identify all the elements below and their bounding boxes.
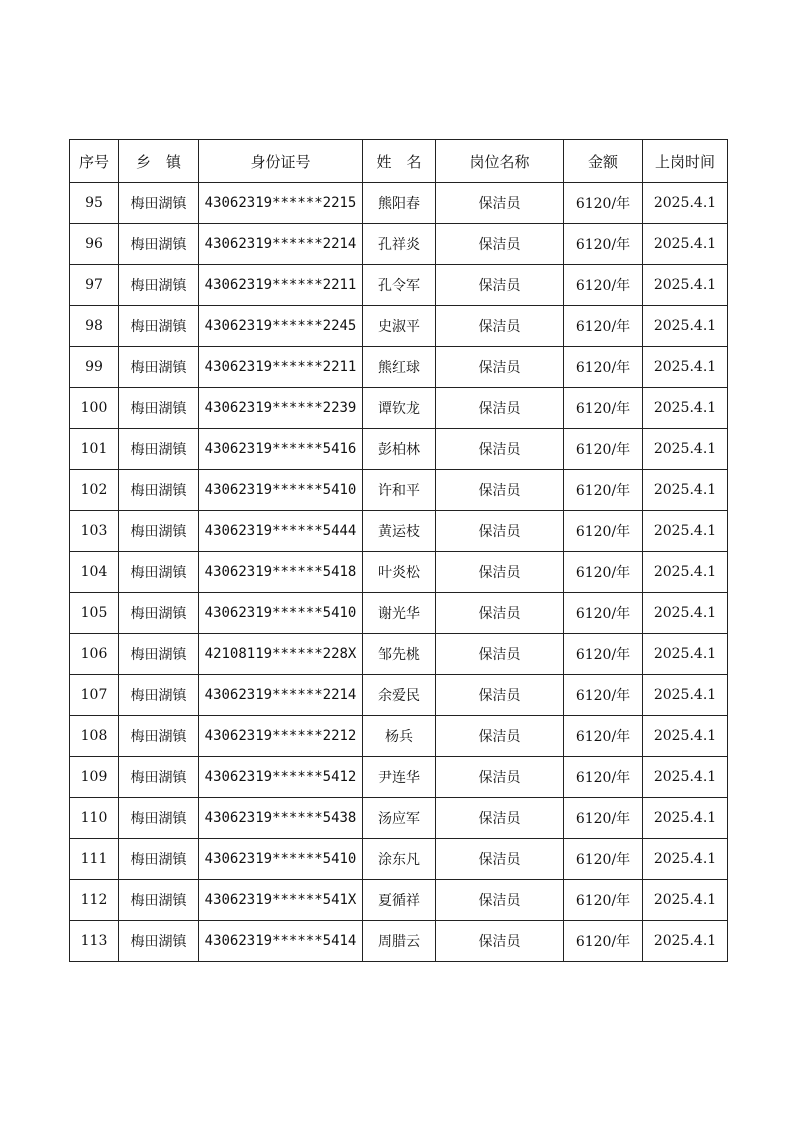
header-position: 岗位名称 bbox=[436, 140, 564, 183]
cell-amount: 6120/年 bbox=[564, 224, 643, 265]
cell-amount: 6120/年 bbox=[564, 921, 643, 962]
cell-amount: 6120/年 bbox=[564, 265, 643, 306]
cell-town: 梅田湖镇 bbox=[119, 429, 199, 470]
table-row bbox=[70, 265, 728, 306]
cell-id-number: 42108119******228X bbox=[199, 634, 363, 675]
cell-id-number: 43062319******2215 bbox=[199, 183, 363, 224]
cell-name: 尹连华 bbox=[363, 757, 436, 798]
cell-position: 保洁员 bbox=[436, 306, 564, 347]
cell-start-date: 2025.4.1 bbox=[643, 634, 728, 675]
cell-amount: 6120/年 bbox=[564, 511, 643, 552]
table-row bbox=[70, 429, 728, 470]
cell-name: 史淑平 bbox=[363, 306, 436, 347]
cell-town: 梅田湖镇 bbox=[119, 675, 199, 716]
cell-town: 梅田湖镇 bbox=[119, 265, 199, 306]
cell-seq: 109 bbox=[70, 757, 119, 798]
cell-amount: 6120/年 bbox=[564, 593, 643, 634]
cell-id-number: 43062319******5444 bbox=[199, 511, 363, 552]
cell-start-date: 2025.4.1 bbox=[643, 306, 728, 347]
cell-seq: 111 bbox=[70, 839, 119, 880]
cell-town: 梅田湖镇 bbox=[119, 552, 199, 593]
table-row bbox=[70, 757, 728, 798]
table-row bbox=[70, 306, 728, 347]
cell-town: 梅田湖镇 bbox=[119, 593, 199, 634]
table-row bbox=[70, 798, 728, 839]
cell-amount: 6120/年 bbox=[564, 388, 643, 429]
cell-seq: 96 bbox=[70, 224, 119, 265]
cell-amount: 6120/年 bbox=[564, 716, 643, 757]
cell-town: 梅田湖镇 bbox=[119, 224, 199, 265]
cell-town: 梅田湖镇 bbox=[119, 921, 199, 962]
cell-position: 保洁员 bbox=[436, 429, 564, 470]
cell-town: 梅田湖镇 bbox=[119, 880, 199, 921]
cell-seq: 95 bbox=[70, 183, 119, 224]
cell-name: 周腊云 bbox=[363, 921, 436, 962]
cell-amount: 6120/年 bbox=[564, 183, 643, 224]
cell-seq: 107 bbox=[70, 675, 119, 716]
header-name: 姓 名 bbox=[363, 140, 436, 183]
cell-seq: 112 bbox=[70, 880, 119, 921]
cell-name: 余爱民 bbox=[363, 675, 436, 716]
header-amount: 金额 bbox=[564, 140, 643, 183]
table-row bbox=[70, 347, 728, 388]
cell-start-date: 2025.4.1 bbox=[643, 347, 728, 388]
cell-name: 熊阳春 bbox=[363, 183, 436, 224]
cell-start-date: 2025.4.1 bbox=[643, 429, 728, 470]
cell-seq: 103 bbox=[70, 511, 119, 552]
cell-position: 保洁员 bbox=[436, 757, 564, 798]
cell-name: 涂东凡 bbox=[363, 839, 436, 880]
table-row bbox=[70, 880, 728, 921]
table-row bbox=[70, 921, 728, 962]
cell-seq: 106 bbox=[70, 634, 119, 675]
cell-position: 保洁员 bbox=[436, 593, 564, 634]
cell-seq: 101 bbox=[70, 429, 119, 470]
cell-town: 梅田湖镇 bbox=[119, 183, 199, 224]
cell-town: 梅田湖镇 bbox=[119, 511, 199, 552]
cell-position: 保洁员 bbox=[436, 798, 564, 839]
cell-id-number: 43062319******5412 bbox=[199, 757, 363, 798]
cell-id-number: 43062319******2211 bbox=[199, 265, 363, 306]
cell-name: 许和平 bbox=[363, 470, 436, 511]
cell-position: 保洁员 bbox=[436, 347, 564, 388]
table-body bbox=[70, 183, 728, 962]
cell-amount: 6120/年 bbox=[564, 798, 643, 839]
cell-town: 梅田湖镇 bbox=[119, 388, 199, 429]
cell-amount: 6120/年 bbox=[564, 634, 643, 675]
cell-start-date: 2025.4.1 bbox=[643, 552, 728, 593]
cell-seq: 99 bbox=[70, 347, 119, 388]
cell-start-date: 2025.4.1 bbox=[643, 183, 728, 224]
cell-seq: 98 bbox=[70, 306, 119, 347]
cell-id-number: 43062319******541X bbox=[199, 880, 363, 921]
cell-seq: 108 bbox=[70, 716, 119, 757]
cell-start-date: 2025.4.1 bbox=[643, 511, 728, 552]
cell-id-number: 43062319******2212 bbox=[199, 716, 363, 757]
header-start-date: 上岗时间 bbox=[643, 140, 728, 183]
personnel-table bbox=[69, 139, 728, 962]
cell-position: 保洁员 bbox=[436, 880, 564, 921]
cell-position: 保洁员 bbox=[436, 675, 564, 716]
cell-amount: 6120/年 bbox=[564, 470, 643, 511]
cell-position: 保洁员 bbox=[436, 921, 564, 962]
cell-position: 保洁员 bbox=[436, 265, 564, 306]
cell-start-date: 2025.4.1 bbox=[643, 224, 728, 265]
cell-amount: 6120/年 bbox=[564, 880, 643, 921]
cell-town: 梅田湖镇 bbox=[119, 757, 199, 798]
cell-amount: 6120/年 bbox=[564, 429, 643, 470]
cell-start-date: 2025.4.1 bbox=[643, 839, 728, 880]
cell-start-date: 2025.4.1 bbox=[643, 716, 728, 757]
cell-amount: 6120/年 bbox=[564, 675, 643, 716]
cell-position: 保洁员 bbox=[436, 511, 564, 552]
header-id-number: 身份证号 bbox=[199, 140, 363, 183]
cell-id-number: 43062319******5410 bbox=[199, 839, 363, 880]
table-row bbox=[70, 470, 728, 511]
cell-town: 梅田湖镇 bbox=[119, 839, 199, 880]
cell-amount: 6120/年 bbox=[564, 552, 643, 593]
cell-position: 保洁员 bbox=[436, 716, 564, 757]
cell-town: 梅田湖镇 bbox=[119, 306, 199, 347]
cell-town: 梅田湖镇 bbox=[119, 347, 199, 388]
cell-seq: 97 bbox=[70, 265, 119, 306]
table-row bbox=[70, 634, 728, 675]
cell-name: 谭钦龙 bbox=[363, 388, 436, 429]
cell-seq: 105 bbox=[70, 593, 119, 634]
table-row bbox=[70, 675, 728, 716]
cell-town: 梅田湖镇 bbox=[119, 716, 199, 757]
cell-position: 保洁员 bbox=[436, 839, 564, 880]
cell-position: 保洁员 bbox=[436, 552, 564, 593]
cell-seq: 113 bbox=[70, 921, 119, 962]
table-row bbox=[70, 593, 728, 634]
cell-id-number: 43062319******2214 bbox=[199, 675, 363, 716]
cell-seq: 110 bbox=[70, 798, 119, 839]
cell-seq: 102 bbox=[70, 470, 119, 511]
cell-id-number: 43062319******5416 bbox=[199, 429, 363, 470]
cell-position: 保洁员 bbox=[436, 183, 564, 224]
table-row bbox=[70, 839, 728, 880]
table-row bbox=[70, 716, 728, 757]
cell-name: 孔祥炎 bbox=[363, 224, 436, 265]
table-row bbox=[70, 511, 728, 552]
cell-name: 汤应军 bbox=[363, 798, 436, 839]
cell-start-date: 2025.4.1 bbox=[643, 798, 728, 839]
cell-town: 梅田湖镇 bbox=[119, 634, 199, 675]
cell-amount: 6120/年 bbox=[564, 306, 643, 347]
cell-id-number: 43062319******2239 bbox=[199, 388, 363, 429]
cell-name: 孔令军 bbox=[363, 265, 436, 306]
cell-id-number: 43062319******2245 bbox=[199, 306, 363, 347]
cell-amount: 6120/年 bbox=[564, 347, 643, 388]
cell-id-number: 43062319******2211 bbox=[199, 347, 363, 388]
cell-position: 保洁员 bbox=[436, 388, 564, 429]
header-town: 乡 镇 bbox=[119, 140, 199, 183]
cell-seq: 104 bbox=[70, 552, 119, 593]
cell-start-date: 2025.4.1 bbox=[643, 675, 728, 716]
cell-start-date: 2025.4.1 bbox=[643, 388, 728, 429]
table-row bbox=[70, 552, 728, 593]
cell-amount: 6120/年 bbox=[564, 839, 643, 880]
cell-name: 邹先桃 bbox=[363, 634, 436, 675]
cell-start-date: 2025.4.1 bbox=[643, 757, 728, 798]
cell-id-number: 43062319******2214 bbox=[199, 224, 363, 265]
cell-seq: 100 bbox=[70, 388, 119, 429]
cell-id-number: 43062319******5418 bbox=[199, 552, 363, 593]
cell-position: 保洁员 bbox=[436, 224, 564, 265]
cell-id-number: 43062319******5438 bbox=[199, 798, 363, 839]
cell-id-number: 43062319******5410 bbox=[199, 593, 363, 634]
cell-name: 黄运枝 bbox=[363, 511, 436, 552]
cell-name: 夏循祥 bbox=[363, 880, 436, 921]
cell-start-date: 2025.4.1 bbox=[643, 470, 728, 511]
header-seq: 序号 bbox=[70, 140, 119, 183]
table-row bbox=[70, 388, 728, 429]
cell-start-date: 2025.4.1 bbox=[643, 265, 728, 306]
cell-position: 保洁员 bbox=[436, 634, 564, 675]
cell-start-date: 2025.4.1 bbox=[643, 593, 728, 634]
cell-id-number: 43062319******5414 bbox=[199, 921, 363, 962]
table-row bbox=[70, 224, 728, 265]
cell-start-date: 2025.4.1 bbox=[643, 921, 728, 962]
table-row bbox=[70, 183, 728, 224]
cell-start-date: 2025.4.1 bbox=[643, 880, 728, 921]
cell-amount: 6120/年 bbox=[564, 757, 643, 798]
cell-town: 梅田湖镇 bbox=[119, 798, 199, 839]
cell-name: 熊红球 bbox=[363, 347, 436, 388]
cell-name: 彭柏林 bbox=[363, 429, 436, 470]
cell-name: 谢光华 bbox=[363, 593, 436, 634]
cell-name: 杨兵 bbox=[363, 716, 436, 757]
cell-name: 叶炎松 bbox=[363, 552, 436, 593]
cell-id-number: 43062319******5410 bbox=[199, 470, 363, 511]
cell-town: 梅田湖镇 bbox=[119, 470, 199, 511]
cell-position: 保洁员 bbox=[436, 470, 564, 511]
header-row bbox=[70, 140, 728, 183]
